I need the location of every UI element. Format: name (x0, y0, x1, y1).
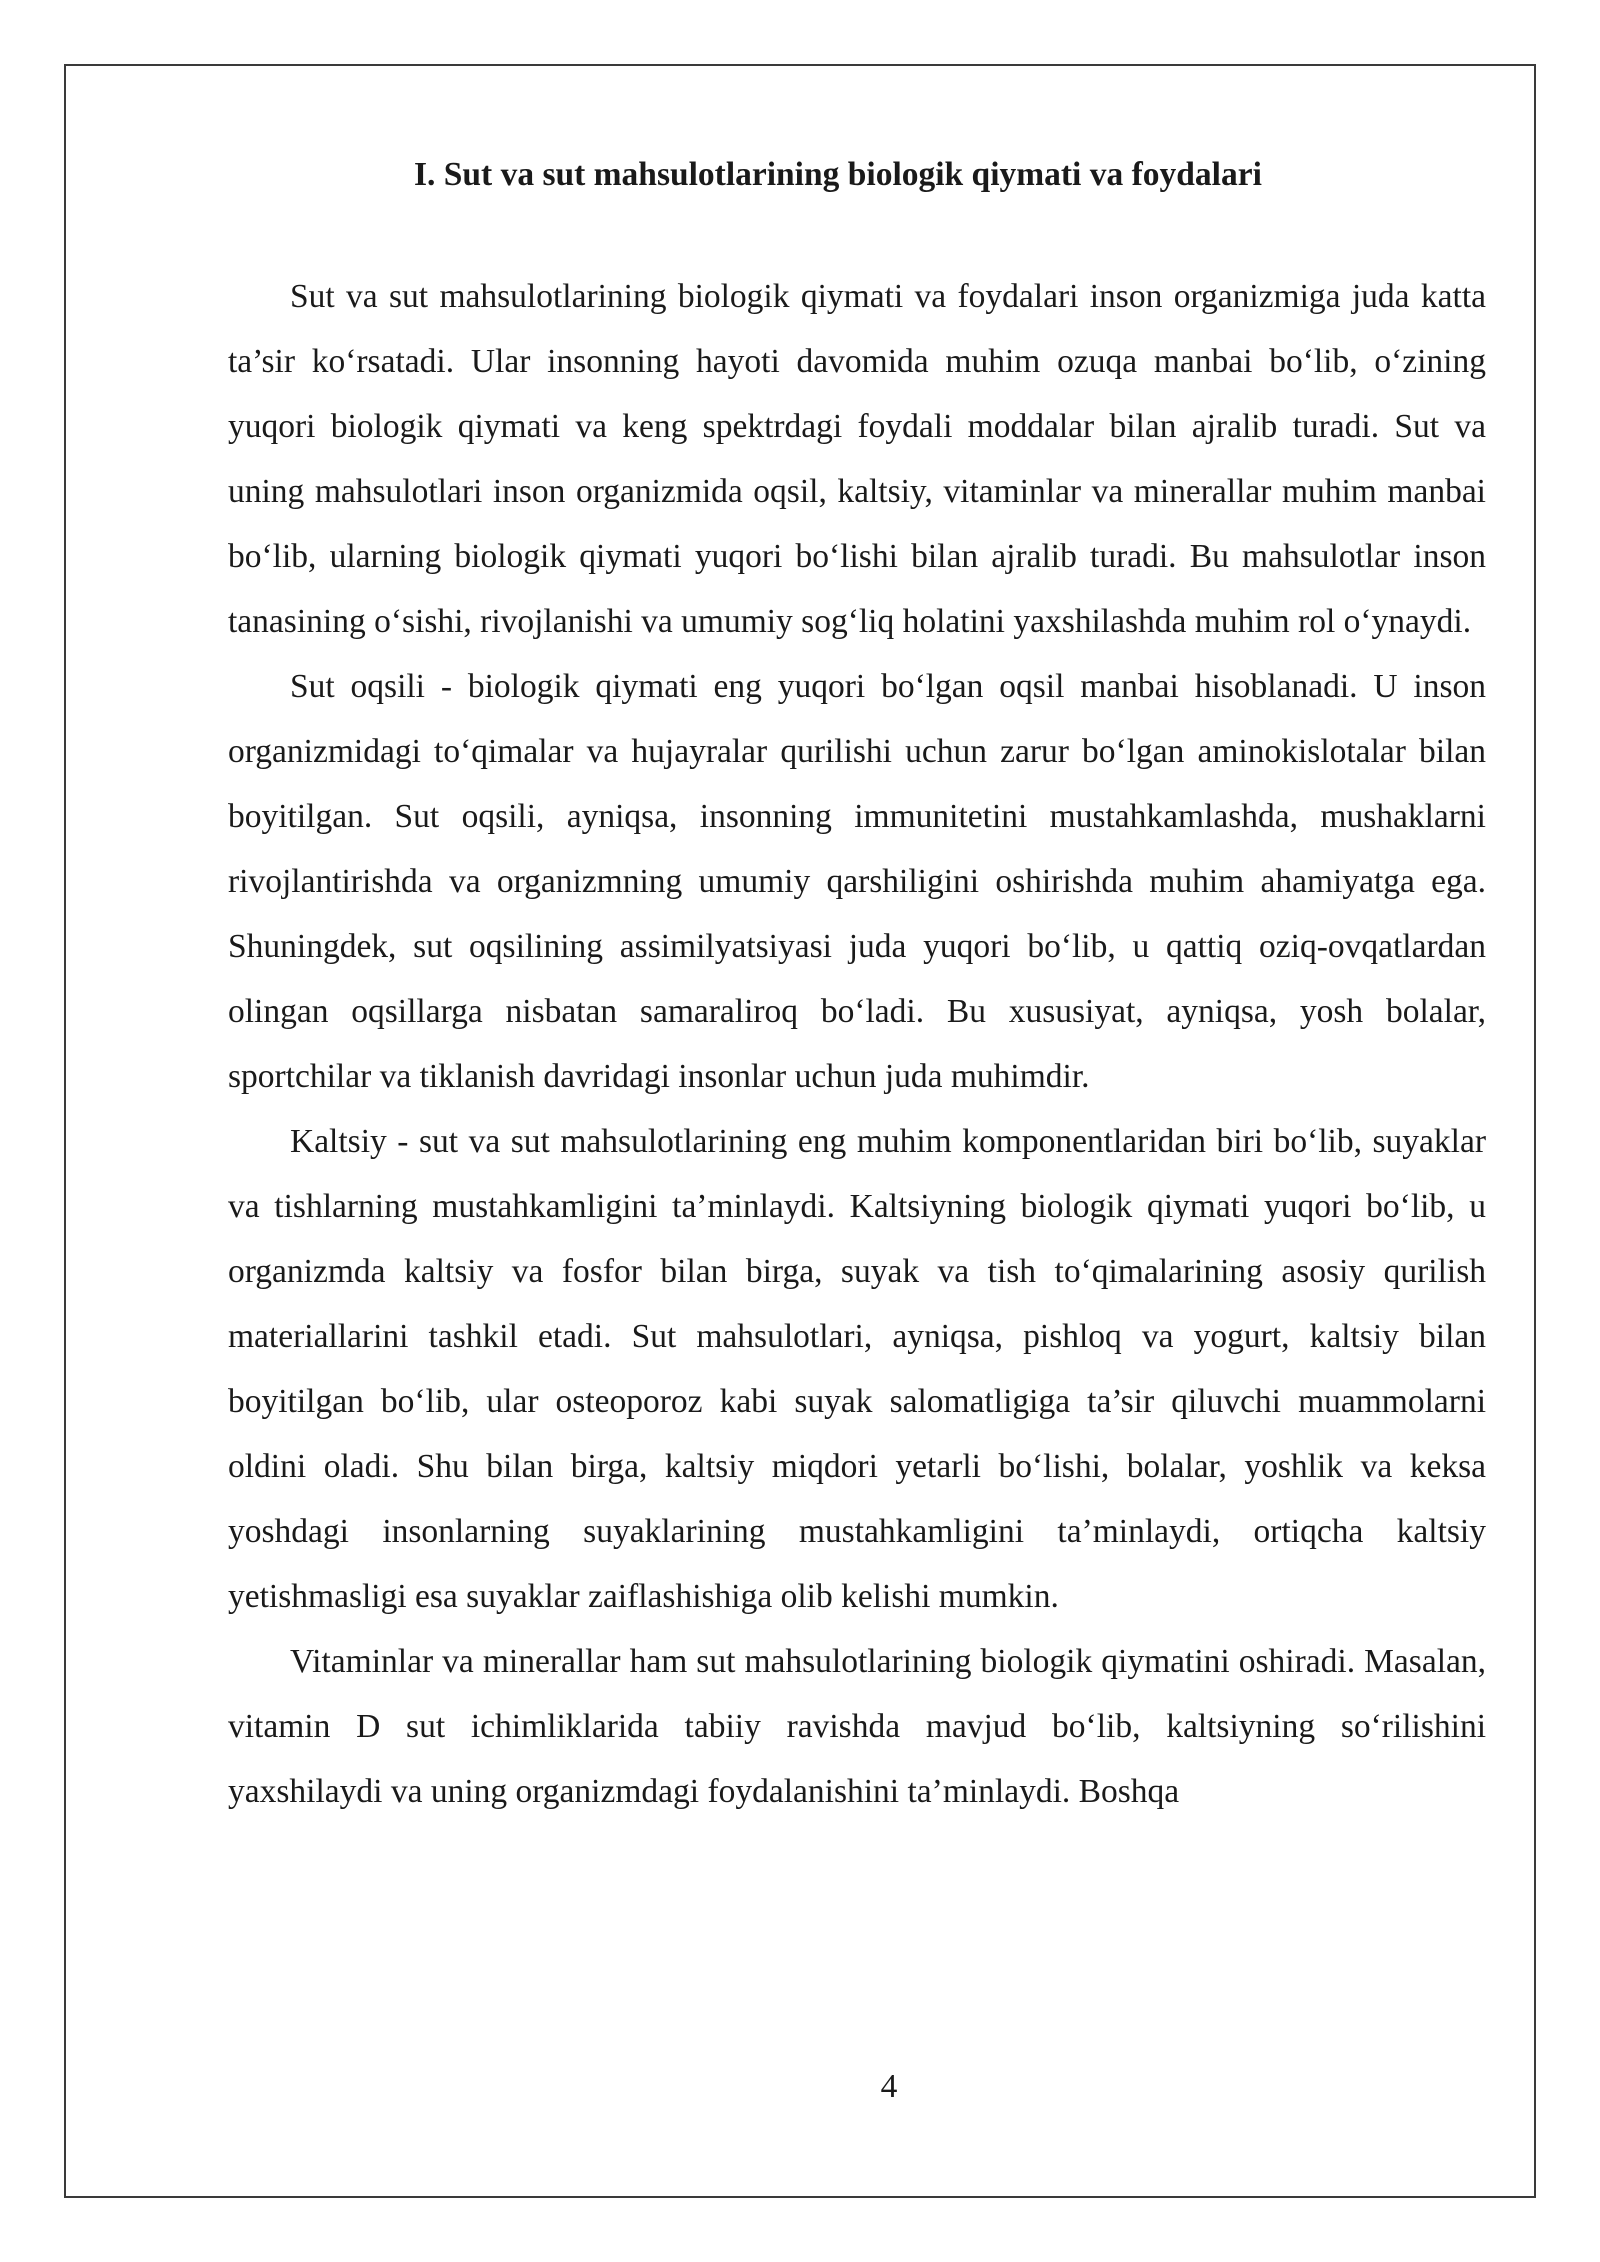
document-body (228, 148, 1486, 1824)
paragraph-vitamins: Vitaminlar va minerallar ham sut mahsulotlarining biologik qiymatini oshiradi. Masalan, vitamin D sut ichimliklarida tabiiy ravishda mavjud bo‘lib, kaltsiyning so‘rilishini yaxshilaydi va uning organizmdagi foydalanishini ta’minlaydi. Boshqa (228, 1643, 1486, 1810)
paragraph-milk-protein: Sut oqsili - biologik qiymati eng yuqori bo‘lgan oqsil manbai hisoblanadi. U inson organizmidagi to‘qimalar va hujayralar qurilishi uchun zarur bo‘lgan aminokislotalar bilan boyitilgan. Sut oqsili, ayniqsa, insonning immunitetini mustahkamlashda, mushaklarni rivojlantirishda va organizmning umumiy qarshiligini oshirishda muhim ahamiyatga ega. Shuningdek, sut oqsilining assimilyatsiyasi juda yuqori bo‘lib, u qattiq oziq-ovqatlardan olingan oqsillarga nisbatan samaraliroq bo‘ladi. Bu xususiyat, ayniqsa, yosh bolalar, sportchilar va tiklanish davridagi insonlar uchun juda muhimdir. (228, 668, 1486, 1095)
paragraph-calcium: Kaltsiy - sut va sut mahsulotlarining eng muhim komponentlaridan biri bo‘lib, suyaklar va tishlarning mustahkamligini ta’minlaydi. Kaltsiyning biologik qiymati yuqori bo‘lib, u organizmda kaltsiy va fosfor bilan birga, suyak va tish to‘qimalarining asosiy qurilish materiallarini tashkil etadi. Sut mahsulotlari, ayniqsa, pishloq va yogurt, kaltsiy bilan boyitilgan bo‘lib, ular osteoporoz kabi suyak salomatligiga ta’sir qiluvchi muammolarni oldini oladi. Shu bilan birga, kaltsiy miqdori yetarli bo‘lishi, bolalar, yoshlik va keksa yoshdagi insonlarning suyaklarining mustahkamligini ta’minlaydi, ortiqcha kaltsiy yetishmasligi esa suyaklar zaiflashishiga olib kelishi mumkin. (228, 1123, 1486, 1615)
section-heading: I. Sut va sut mahsulotlarining biologik qiymati va foydalari (414, 156, 1262, 193)
paragraph-intro: Sut va sut mahsulotlarining biologik qiymati va foydalari inson organizmiga juda katta ta’sir ko‘rsatadi. Ular insonning hayoti davomida muhim ozuqa manbai bo‘lib, o‘zining yuqori biologik qiymati va keng spektrdagi foydali moddalar bilan ajralib turadi. Sut va uning mahsulotlari inson organizmida oqsil, kaltsiy, vitaminlar va minerallar muhim manbai bo‘lib, ularning biologik qiymati yuqori bo‘lishi bilan ajralib turadi. Bu mahsulotlar inson tanasining o‘sishi, rivojlanishi va umumiy sog‘liq holatini yaxshilashda muhim rol o‘ynaydi. (228, 278, 1486, 640)
page-number: 4 (880, 2068, 898, 2105)
